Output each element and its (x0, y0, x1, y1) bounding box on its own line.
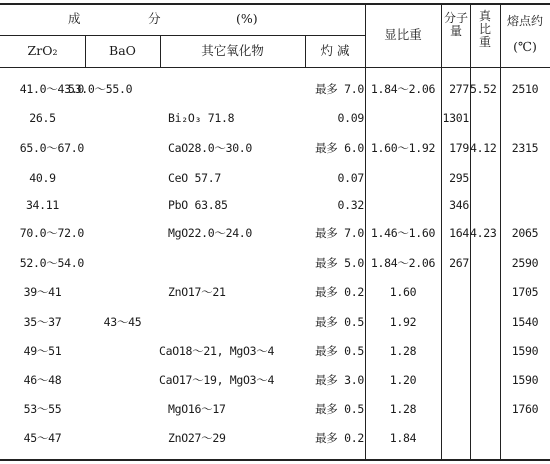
cell-zro2: 34.11 (25, 198, 60, 212)
cell-apparent-sg: 1.28 (389, 344, 417, 358)
cell-molecular-weight: 1301 (442, 111, 469, 125)
cell-bao: 53.0～55.0 (68, 82, 133, 96)
cell-melting-point: 1540 (511, 315, 539, 329)
cell-molecular-weight: 179 (449, 141, 469, 155)
cell-zro2: 39～41 (23, 285, 62, 299)
cell-ignition-loss: 最多 0.2 (315, 431, 364, 445)
cell-other-oxides: PbO 63.85 (168, 198, 228, 212)
header-melting-unit: (℃) (513, 39, 537, 54)
cell-other-oxides: CeO 57.7 (168, 171, 221, 185)
cell-molecular-weight: 164 (449, 226, 469, 240)
header-molecular-weight: 分子量 (444, 11, 469, 38)
cell-apparent-sg: 1.84～2.06 (370, 82, 436, 96)
cell-apparent-sg: 1.28 (389, 402, 417, 416)
cell-molecular-weight: 277 (449, 82, 469, 96)
cell-other-oxides: CaO17～19, MgO3～4 (159, 373, 275, 387)
cell-ignition-loss: 最多 0.5 (315, 315, 364, 329)
cell-melting-point: 2590 (511, 256, 539, 270)
cell-zro2: 52.0～54.0 (19, 256, 84, 270)
cell-other-oxides: CaO28.0～30.0 (168, 141, 253, 155)
cell-zro2: 46～48 (23, 373, 62, 387)
cell-apparent-sg: 1.20 (389, 373, 417, 387)
group-header-percent: (%) (236, 11, 258, 26)
header-bao: BaO (109, 43, 136, 58)
cell-ignition-loss: 最多 0.5 (315, 344, 364, 358)
cell-melting-point: 1760 (511, 402, 539, 416)
group-header-char-2: 分 (148, 11, 161, 26)
cell-zro2: 41.0～43.0 (19, 82, 84, 96)
cell-apparent-sg: 1.84～2.06 (370, 256, 436, 270)
cell-other-oxides: ZnO27～29 (168, 431, 226, 445)
cell-other-oxides: MgO22.0～24.0 (168, 226, 253, 240)
cell-ignition-loss: 最多 6.0 (315, 141, 364, 155)
cell-true-sg: 4.12 (470, 141, 497, 155)
cell-melting-point: 1705 (511, 285, 539, 299)
group-header-char-1: 成 (68, 11, 81, 26)
cell-zro2: 70.0～72.0 (19, 226, 84, 240)
cell-apparent-sg: 1.92 (389, 315, 417, 329)
cell-melting-point: 1590 (511, 373, 539, 387)
header-true-sg: 真比重 (478, 9, 491, 49)
cell-melting-point: 1590 (511, 344, 539, 358)
cell-molecular-weight: 267 (449, 256, 469, 270)
cell-other-oxides: CaO18～21, MgO3～4 (159, 344, 275, 358)
cell-zro2: 65.0～67.0 (19, 141, 84, 155)
cell-other-oxides: MgO16～17 (168, 402, 226, 416)
header-apparent-sg: 显比重 (384, 27, 422, 42)
cell-melting-point: 2065 (511, 226, 539, 240)
cell-other-oxides: Bi₂O₃ 71.8 (168, 111, 235, 125)
cell-ignition-loss: 最多 0.2 (315, 285, 364, 299)
cell-melting-point: 2510 (511, 82, 539, 96)
header-melting-point: 熔点约 (506, 14, 543, 28)
cell-zro2: 40.9 (29, 171, 56, 185)
cell-apparent-sg: 1.60 (389, 285, 417, 299)
header-bottom-rule (0, 67, 550, 68)
cell-apparent-sg: 1.46～1.60 (370, 226, 436, 240)
cell-ignition-loss: 0.32 (337, 198, 364, 212)
header-zro2: ZrO₂ (27, 43, 58, 58)
group-header-rule (0, 35, 365, 36)
cell-zro2: 53～55 (23, 402, 62, 416)
cell-ignition-loss: 0.07 (337, 171, 364, 185)
cell-zro2: 49～51 (23, 344, 62, 358)
cell-ignition-loss: 最多 3.0 (315, 373, 364, 387)
cell-zro2: 26.5 (29, 111, 56, 125)
cell-molecular-weight: 346 (449, 198, 469, 212)
cell-ignition-loss: 最多 7.0 (315, 226, 364, 240)
cell-zro2: 45～47 (23, 431, 62, 445)
cell-true-sg: 4.23 (470, 226, 497, 240)
cell-true-sg: 5.52 (470, 82, 497, 96)
cell-other-oxides: ZnO17～21 (168, 285, 226, 299)
cell-zro2: 35～37 (23, 315, 62, 329)
header-other-oxides: 其它氧化物 (201, 43, 264, 58)
cell-ignition-loss: 最多 0.5 (315, 402, 364, 416)
cell-apparent-sg: 1.60～1.92 (370, 141, 436, 155)
cell-ignition-loss: 最多 5.0 (315, 256, 364, 270)
cell-molecular-weight: 295 (449, 171, 469, 185)
cell-apparent-sg: 1.84 (389, 431, 417, 445)
table-top-rule (0, 3, 550, 5)
cell-bao: 43～45 (103, 315, 142, 329)
cell-melting-point: 2315 (511, 141, 539, 155)
cell-ignition-loss: 最多 7.0 (315, 82, 364, 96)
table-bottom-rule (0, 459, 550, 461)
cell-ignition-loss: 0.09 (337, 111, 364, 125)
header-ignition-loss: 灼 减 (320, 43, 350, 58)
